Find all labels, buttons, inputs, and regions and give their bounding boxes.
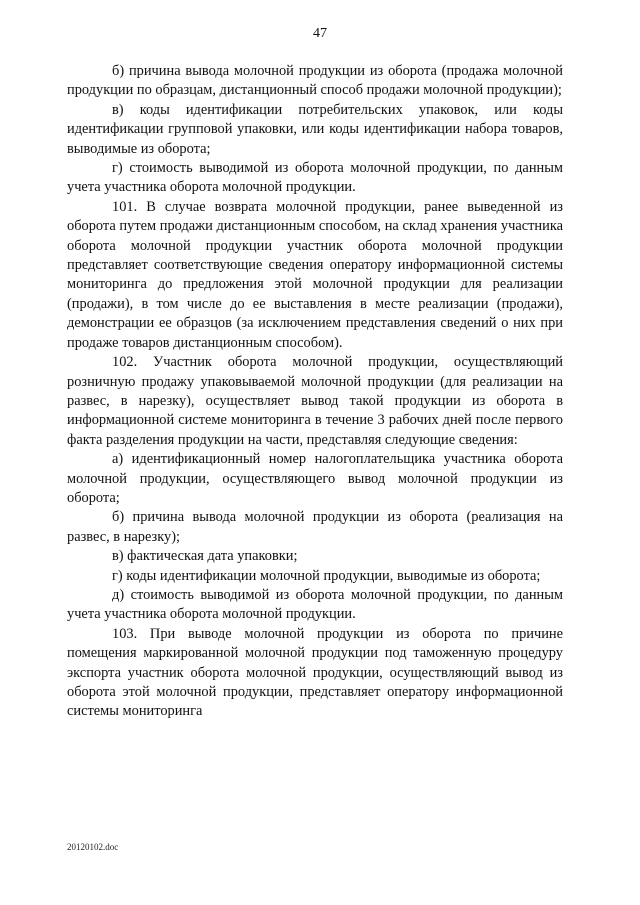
paragraph-101: 101. В случае возврата молочной продукции, ранее выведенной из оборота путем продажи дистанционным способом, на склад хранения участника оборота молочной продукции участник оборота молочной продукции представляет соответствующие сведения оператору информационной системы мониторинга до предложения этой молочной продукции для реализации (продажи), в том числе до ее выставления в месте реализации (продажи), демонстрации ее образцов (за исключением представления сведений о них при продаже товаров дистанционным способом). [67, 198, 563, 351]
paragraph-103: 103. При выводе молочной продукции из оборота по причине помещения маркированной молочной продукции под таможенную процедуру экспорта участник оборота молочной продукции, осуществляющий вывод из оборота этой молочной продукции, представляет оператору информационной системы мониторинга [67, 625, 563, 720]
footer-filename: 20120102.doc [67, 842, 119, 852]
paragraph-102-item-v: в) фактическая дата упаковки; [112, 548, 298, 565]
page-number: 47 [313, 26, 327, 41]
paragraph-102: 102. Участник оборота молочной продукции, осуществляющий розничную продажу упаковываемой молочной продукции (для реализации на развес, в нарезку), осуществляет вывод такой продукции из оборота в информационной системе мониторинга в течение 3 рабочих дней после первого факта разделения продукции на части, представляя следующие сведения: [67, 354, 563, 448]
paragraph-102-item-d: д) стоимость выводимой из оборота молочной продукции, по данным учета участника оборота молочной продукции. [67, 586, 563, 623]
paragraph-102-item-g: г) коды идентификации молочной продукции, выводимые из оборота; [112, 567, 541, 584]
document-body [67, 62, 563, 722]
paragraph-item-b-reason: б) причина вывода молочной продукции из оборота (продажа молочной продукции по образцам, дистанционный способ продажи молочной продукции); [67, 63, 563, 99]
paragraph-item-v-codes: в) коды идентификации потребительских упаковок, или коды идентификации групповой упаковки, или коды идентификации набора товаров, выводимые из оборота; [67, 101, 563, 157]
paragraph-102-item-b: б) причина вывода молочной продукции из оборота (реализация на развес, в нарезку); [67, 509, 563, 545]
paragraph-102-item-a: а) идентификационный номер налогоплательщика участника оборота молочной продукции, осуществляющего вывод молочной продукции из оборота; [67, 451, 563, 506]
paragraph-item-g-cost: г) стоимость выводимой из оборота молочной продукции, по данным учета участника оборота молочной продукции. [67, 160, 563, 196]
